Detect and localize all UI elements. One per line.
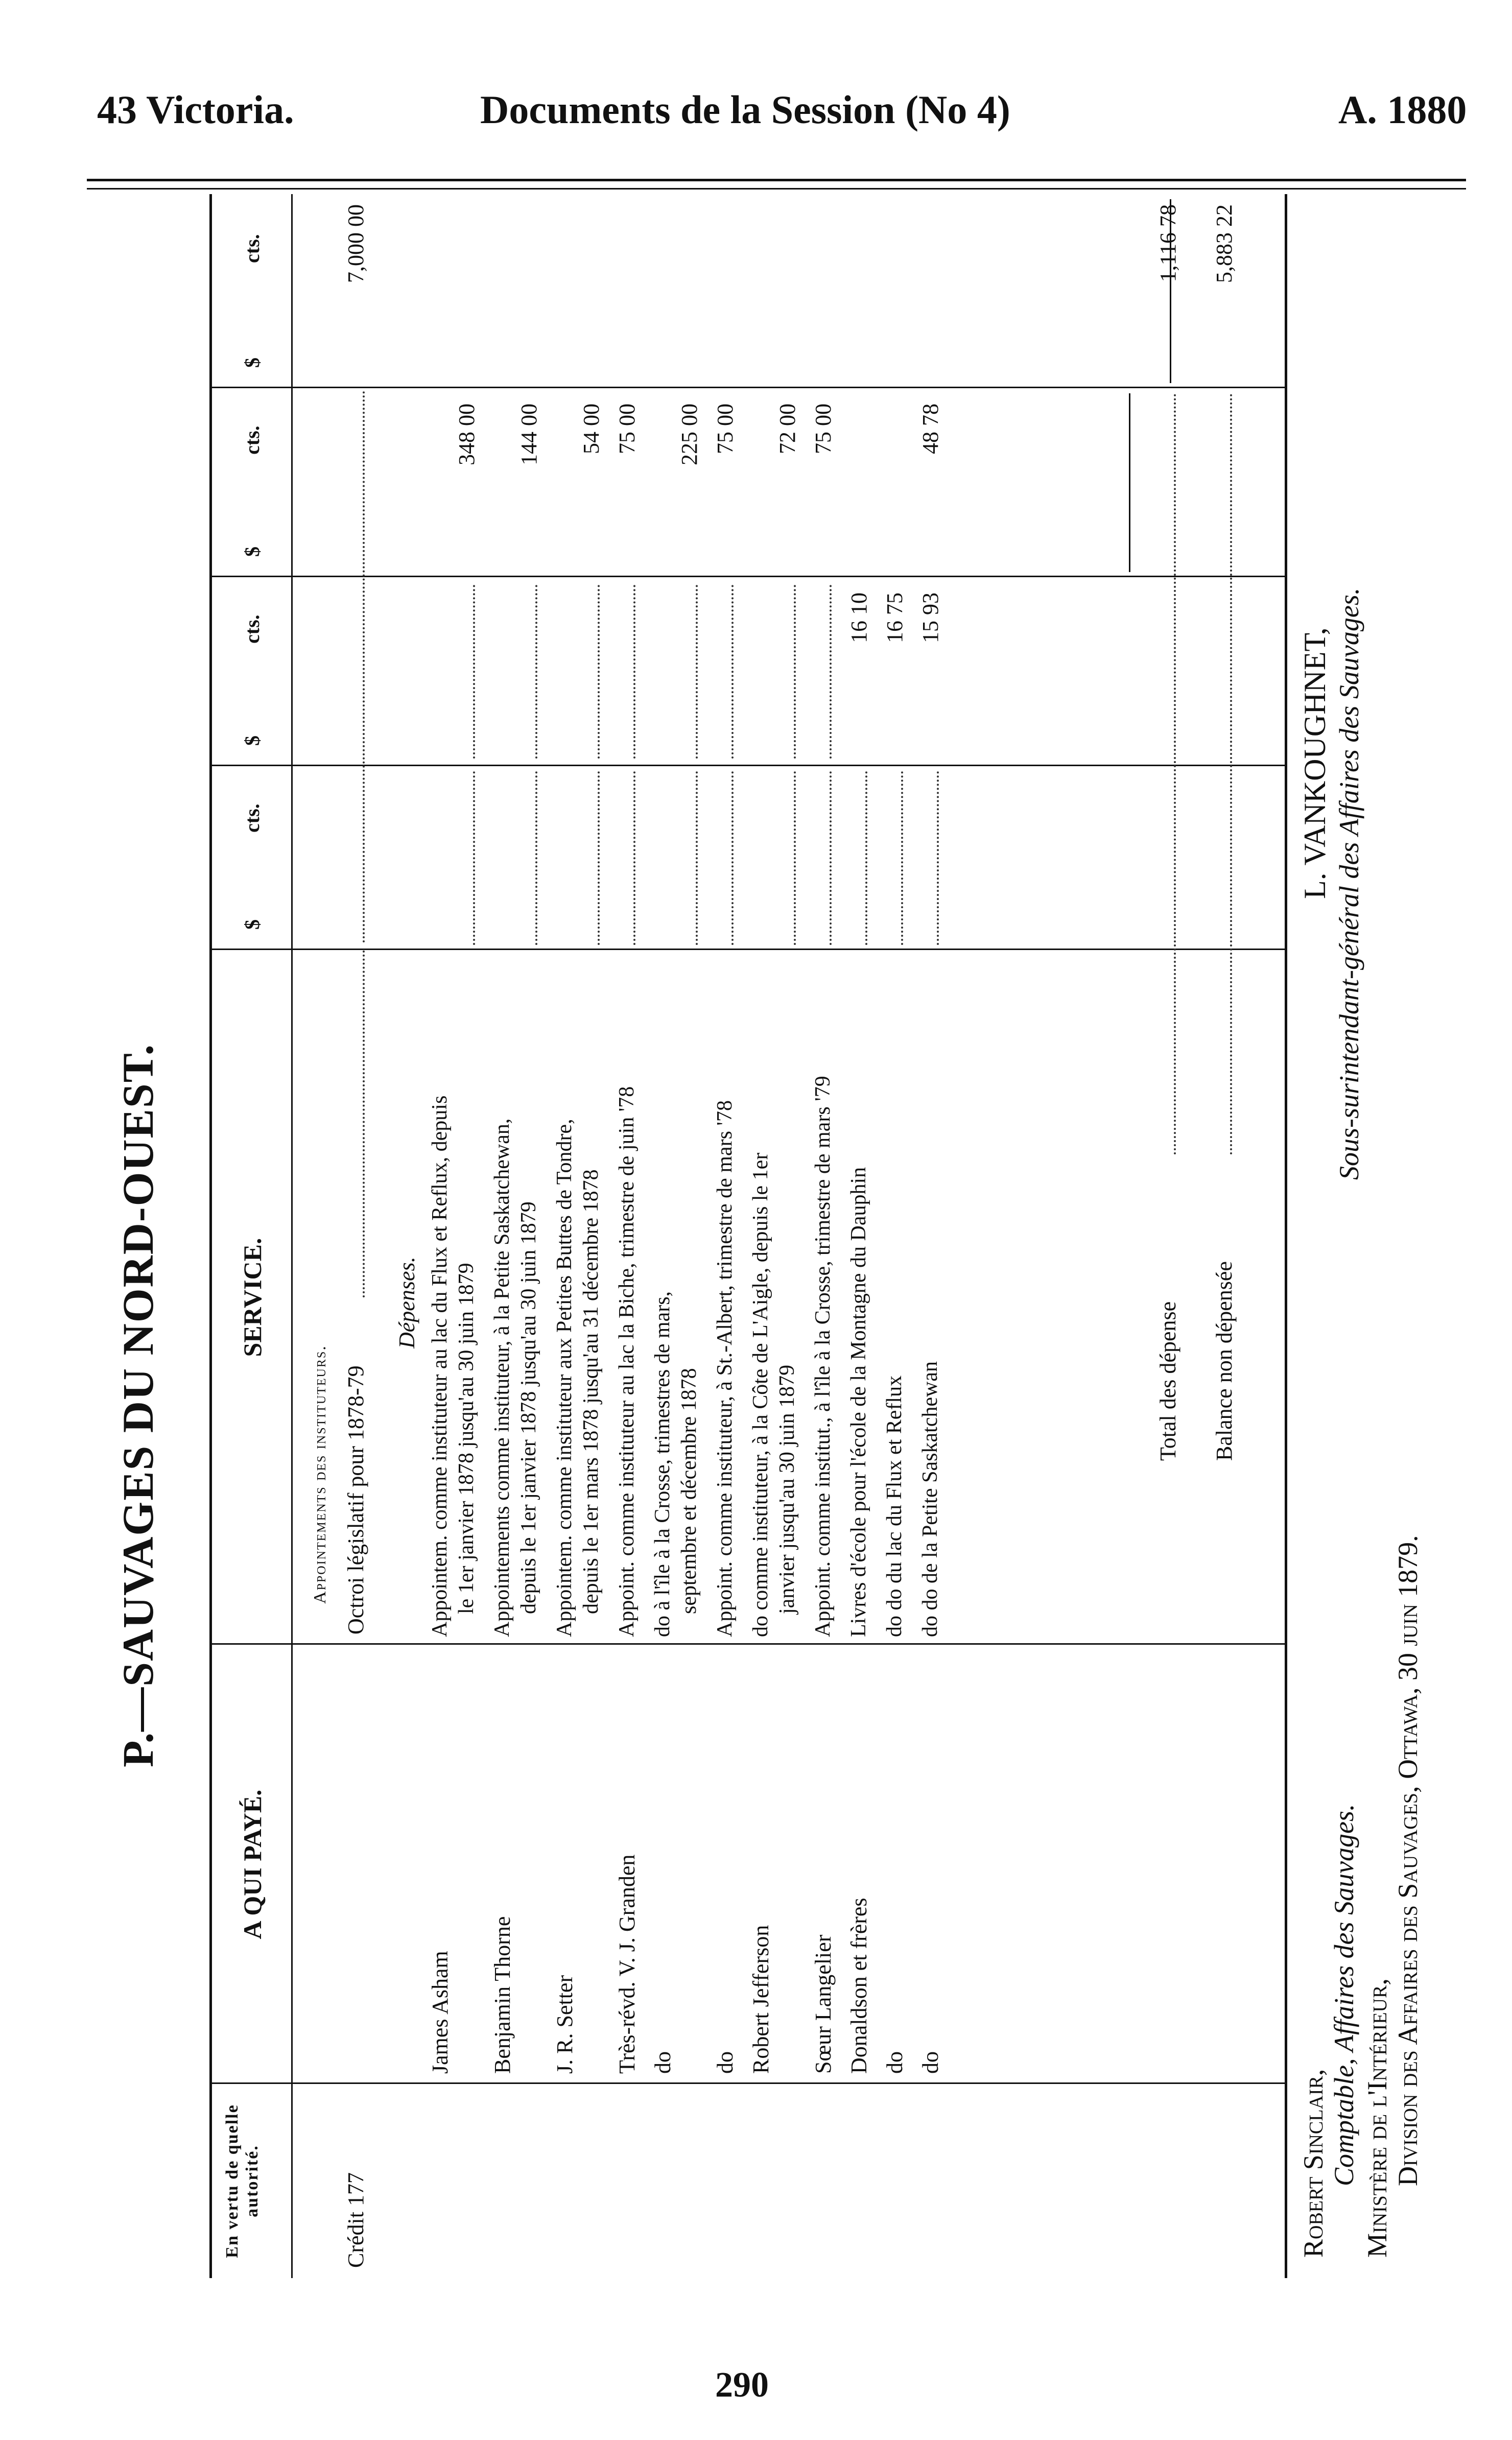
row-payee: do <box>918 2051 943 2074</box>
col3-cents: cts. <box>241 425 264 455</box>
total-label: Total des dépense <box>1155 1301 1180 1461</box>
signature-block <box>1292 194 1430 2278</box>
row-payee: do <box>882 2051 907 2074</box>
table-top-rule <box>209 194 212 2278</box>
leader-dots <box>363 391 365 942</box>
row-service-line: depuis le 1er janvier 1878 jusqu'au 30 juin 1879 <box>517 1201 540 1614</box>
row-payee: do <box>713 2051 738 2074</box>
leader-dots <box>598 771 600 945</box>
balance-amount: 5,883 22 <box>1212 204 1237 283</box>
leader-dots <box>937 771 939 945</box>
row-payee: Benjamin Thorne <box>490 1916 515 2074</box>
row-service-line: do à l'île à la Crosse, trimestres de mars, <box>651 1291 674 1637</box>
header-right: A. 1880 <box>1338 87 1467 132</box>
col-line-2 <box>209 1643 1287 1645</box>
leader-dots <box>1174 393 1176 1154</box>
credit-service: Octroi législatif pour 1878-79 <box>343 1365 368 1634</box>
leader-dots <box>901 771 903 945</box>
rotated-table-page <box>102 194 1430 2278</box>
header-left: 43 Victoria. <box>97 87 294 132</box>
authority-header: En vertu de quelle autorité. <box>223 2104 262 2258</box>
table-bottom-rule <box>1285 194 1287 2278</box>
row-payee: Donaldson et frères <box>846 1898 871 2074</box>
row-amount: 75 00 <box>811 404 836 454</box>
superintendent-name: L. VANKOUGHNET, <box>1298 627 1332 899</box>
subtotal-rule <box>1129 393 1130 572</box>
col1-cents: cts. <box>241 803 264 833</box>
row-payee: Sœur Langelier <box>811 1934 836 2074</box>
division-name: Division des Affaires des Sauvages, Ottawa, 30 juin 1879. <box>1392 1535 1423 2186</box>
leader-dots <box>731 771 734 945</box>
row-service-line: le 1er janvier 1878 jusqu'au 30 juin 1879 <box>455 1263 478 1614</box>
col3-dollar: $ <box>241 547 264 557</box>
credit-authority: Crédit 177 <box>343 2172 368 2268</box>
col-line-6 <box>209 387 1287 388</box>
leader-dots <box>535 771 537 945</box>
col2-cents: cts. <box>241 614 264 644</box>
header-rule <box>87 179 1466 181</box>
row-amount: 75 00 <box>713 404 738 454</box>
leader-dots <box>830 771 832 945</box>
row-payee: J. R. Setter <box>552 1975 577 2074</box>
payee-header: A QUI PAYÉ. <box>238 1789 267 1939</box>
col2-dollar: $ <box>241 736 264 746</box>
leader-dots <box>731 585 734 759</box>
page-header <box>0 0 1512 169</box>
leader-dots <box>598 585 600 759</box>
col4-cents: cts. <box>241 234 264 263</box>
leader-dots <box>535 585 537 759</box>
leader-dots <box>473 771 475 945</box>
leader-dots <box>696 585 698 759</box>
row-service-line: Livres d'école pour l'école de la Montagne du Dauphin <box>847 1167 870 1637</box>
leader-dots <box>633 585 635 759</box>
row-amount: 225 00 <box>677 404 702 465</box>
credit-amount: 7,000 00 <box>343 204 368 283</box>
row-service-line: Appoint. comme institut., à l'île à la Crosse, trimestre de mars '79 <box>811 1076 835 1637</box>
expenses-heading: Dépenses. <box>394 1257 419 1348</box>
row-payee: Robert Jefferson <box>748 1925 773 2074</box>
expense-table <box>209 194 1287 2278</box>
row-amount: 72 00 <box>775 404 800 454</box>
leader-dots <box>696 771 698 945</box>
accountant-title: Comptable, Affaires des Sauvages. <box>1329 1804 1359 2186</box>
ministry-name: Ministère de l'Intérieur, <box>1362 1978 1392 2258</box>
row-amount-sub: 16 75 <box>882 593 907 643</box>
row-amount: 348 00 <box>454 404 479 465</box>
row-service-line: do do de la Petite Saskatchewan <box>918 1361 942 1637</box>
leader-dots <box>794 585 796 759</box>
col4-dollar: $ <box>241 358 264 368</box>
row-amount: 75 00 <box>615 404 640 454</box>
page-number: 290 <box>715 2365 769 2405</box>
col-line-5 <box>209 576 1287 577</box>
row-amount: 54 00 <box>579 404 604 454</box>
row-service-line: Appointem. comme instituteur aux Petites Buttes de Tondre, <box>553 1119 576 1637</box>
leader-dots <box>633 771 635 945</box>
row-payee: do <box>650 2051 675 2074</box>
header-rule-thin <box>87 188 1466 189</box>
row-service-line: depuis le 1er mars 1878 jusqu'au 31 décembre 1878 <box>579 1169 603 1614</box>
table-title: P.—SAUVAGES DU NORD-OUEST. <box>113 1043 162 1767</box>
col1-dollar: $ <box>241 919 264 930</box>
col-line-4 <box>209 765 1287 766</box>
header-center: Documents de la Session (No 4) <box>480 87 1010 132</box>
row-service-line: Appoint. comme instituteur, à St.-Albert, trimestre de mars '78 <box>713 1100 737 1637</box>
leader-dots <box>363 950 365 1297</box>
row-amount-sub: 16 10 <box>846 593 871 643</box>
superintendent-title: Sous-surintendant-général des Affaires des Sauvages. <box>1334 587 1364 1180</box>
row-service-line: Appointem. comme instituteur au lac du Flux et Reflux, depuis <box>428 1095 452 1637</box>
row-amount-sub: 15 93 <box>918 593 943 643</box>
total-amount: 1,116 78 <box>1155 204 1180 282</box>
row-service-line: janvier jusqu'au 30 juin 1879 <box>775 1364 799 1614</box>
row-service-line: septembre et décembre 1878 <box>677 1368 701 1614</box>
row-service-line: do do du lac du Flux et Reflux <box>883 1375 906 1637</box>
row-payee: James Asham <box>428 1951 453 2074</box>
leader-dots <box>794 771 796 945</box>
col-line-1 <box>209 2082 1287 2084</box>
row-service-line: do comme instituteur, à la Côte de L'Aigle, depuis le 1er <box>749 1152 772 1637</box>
service-header: SERVICE. <box>238 1238 267 1357</box>
col-line-3 <box>209 949 1287 950</box>
row-service-line: Appointements comme instituteur, à la Petite Saskatchewan, <box>490 1118 514 1637</box>
row-amount: 144 00 <box>516 404 541 465</box>
row-service-line: Appoint. comme instituteur au lac la Biche, trimestre de juin '78 <box>615 1086 639 1637</box>
balance-label: Balance non dépensée <box>1212 1261 1237 1461</box>
row-amount: 48 78 <box>918 404 943 454</box>
accountant-name: Robert Sinclair, <box>1298 2069 1329 2258</box>
row-payee: Très-révd. V. J. Granden <box>615 1854 640 2074</box>
leader-dots <box>1230 393 1232 1154</box>
header-divider <box>291 194 293 2278</box>
leader-dots <box>473 585 475 759</box>
leader-dots <box>830 585 832 759</box>
section-heading: Appointements des instituteurs. <box>311 1345 329 1604</box>
leader-dots <box>865 771 867 945</box>
